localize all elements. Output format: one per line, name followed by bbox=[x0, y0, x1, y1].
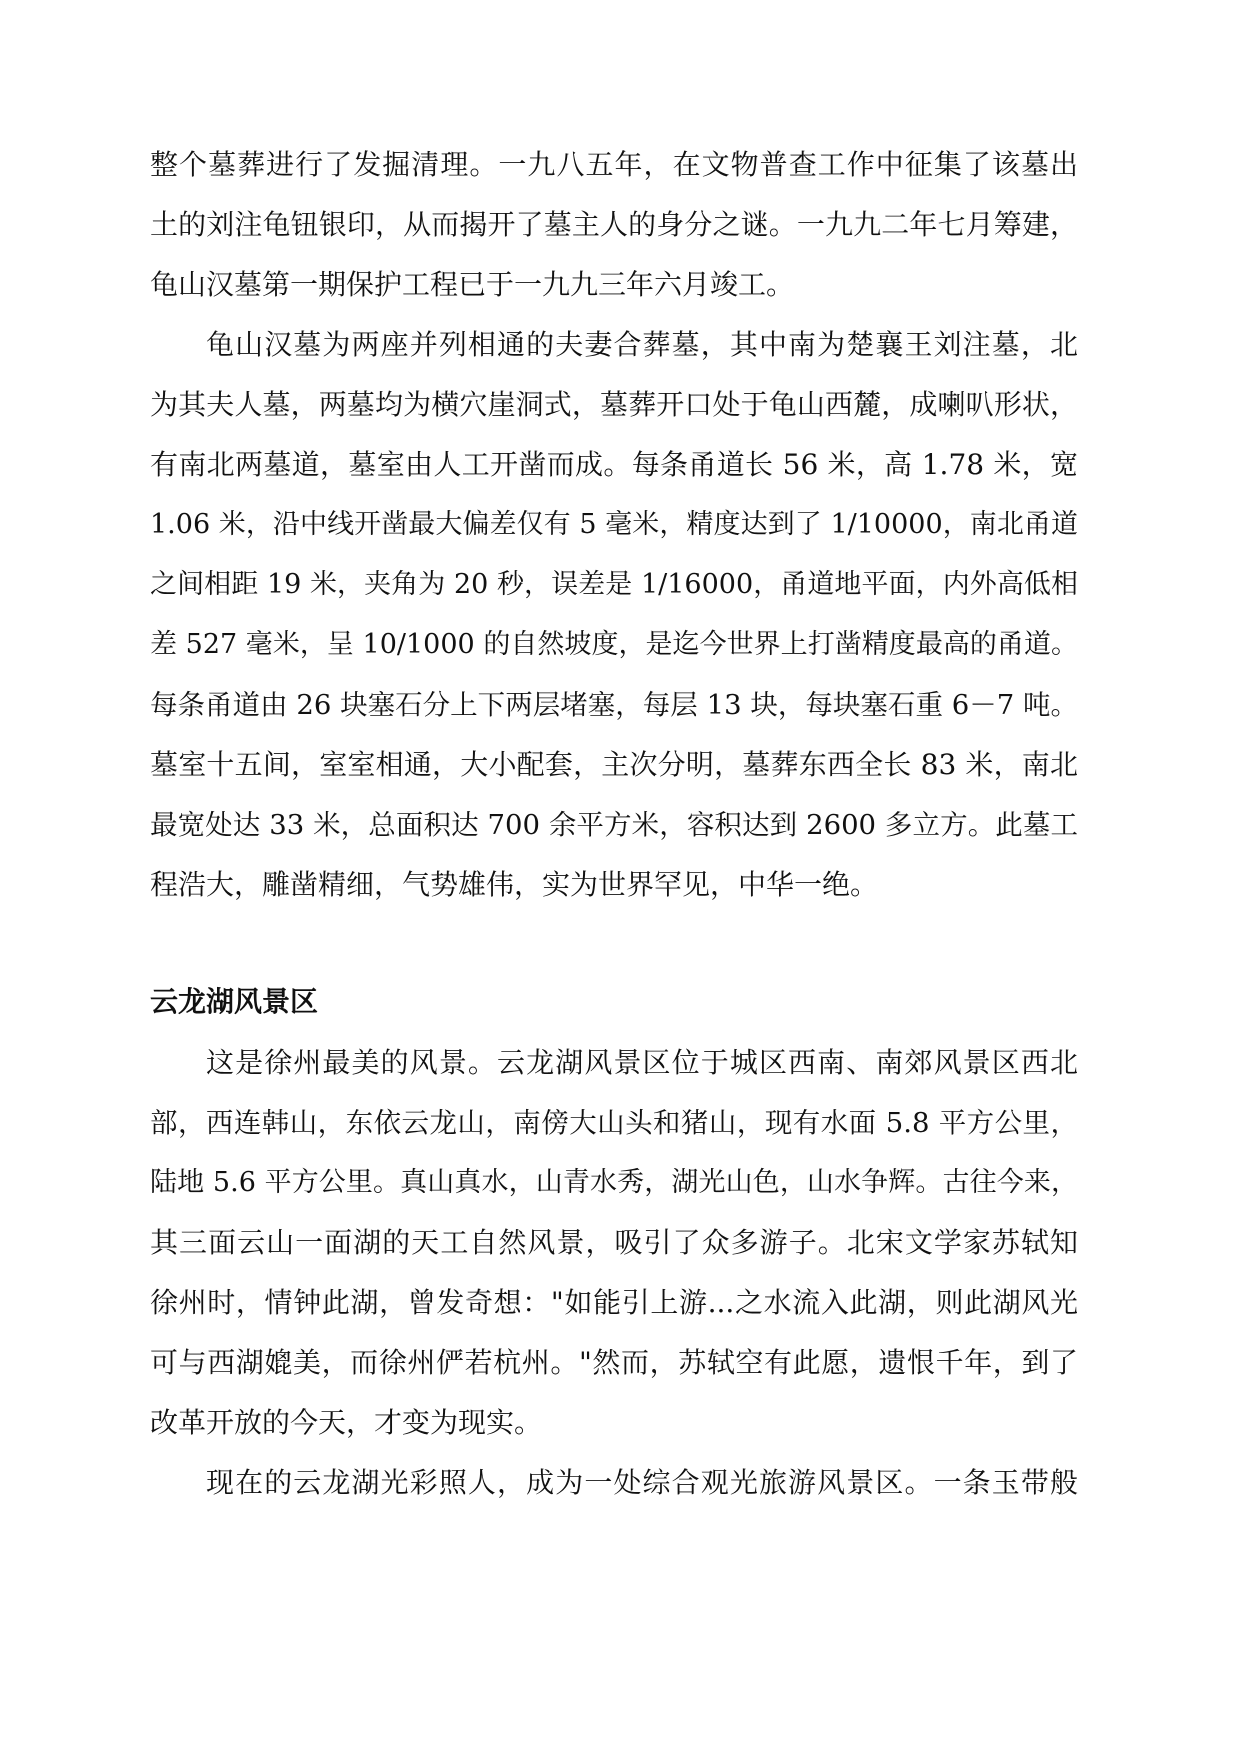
section-heading: 云龙湖风景区 bbox=[150, 985, 319, 1018]
paragraph-line: 每条甬道由 26 块塞石分上下两层堵塞，每层 13 块，每块塞石重 6－7 吨。 bbox=[150, 689, 1078, 721]
paragraph-line: 差 527 毫米，呈 10/1000 的自然坡度，是迄今世界上打凿精度最高的甬道。 bbox=[150, 629, 1078, 660]
paragraph-line: 最宽处达 33 米，总面积达 700 余平方米，容积达到 2600 多立方。此墓工 bbox=[150, 809, 1078, 841]
paragraph-line: 现在的云龙湖光彩照人，成为一处综合观光旅游风景区。一条玉带般 bbox=[206, 1466, 1078, 1499]
paragraph-line: 1.06 米，沿中线开凿最大偏差仅有 5 毫米，精度达到了 1/10000，南北甬道 bbox=[150, 509, 1078, 540]
paragraph-line: 为其夫人墓，两墓均为横穴崖洞式，墓葬开口处于龟山西麓，成喇叭形状， bbox=[150, 388, 1078, 421]
paragraph-line: 其三面云山一面湖的天工自然风景，吸引了众多游子。北宋文学家苏轼知 bbox=[150, 1226, 1078, 1259]
paragraph-line: 这是徐州最美的风景。云龙湖风景区位于城区西南、南郊风景区西北 bbox=[206, 1046, 1078, 1079]
paragraph-line: 墓室十五间，室室相通，大小配套，主次分明，墓葬东西全长 83 米，南北 bbox=[150, 748, 1078, 781]
paragraph-line: 改革开放的今天，才变为现实。 bbox=[150, 1406, 543, 1439]
paragraph-line: 龟山汉墓为两座并列相通的夫妻合葬墓，其中南为楚襄王刘注墓，北 bbox=[206, 328, 1078, 361]
paragraph-line: 部，西连韩山，东依云龙山，南傍大山头和猪山，现有水面 5.8 平方公里， bbox=[150, 1107, 1078, 1139]
paragraph-line: 之间相距 19 米，夹角为 20 秒，误差是 1/16000，甬道地平面，内外高低相 bbox=[150, 569, 1078, 600]
paragraph-line: 土的刘注龟钮银印，从而揭开了墓主人的身分之谜。一九九二年七月筹建， bbox=[150, 208, 1078, 241]
paragraph-line: 有南北两墓道，墓室由人工开凿而成。每条甬道长 56 米，高 1.78 米，宽 bbox=[150, 448, 1078, 481]
paragraph-line: 程浩大，雕凿精细，气势雄伟，实为世界罕见，中华一绝。 bbox=[150, 868, 879, 901]
paragraph-line: 陆地 5.6 平方公里。真山真水，山青水秀，湖光山色，山水争辉。古往今来， bbox=[150, 1167, 1078, 1198]
paragraph-line: 整个墓葬进行了发掘清理。一九八五年，在文物普查工作中征集了该墓出 bbox=[150, 148, 1078, 181]
paragraph-line: 龟山汉墓第一期保护工程已于一九九三年六月竣工。 bbox=[150, 268, 795, 301]
paragraph-line: 徐州时，情钟此湖，曾发奇想："如能引上游...之水流入此湖，则此湖风光 bbox=[150, 1286, 1078, 1319]
paragraph-line: 可与西湖媲美，而徐州俨若杭州。"然而，苏轼空有此愿，遗恨千年，到了 bbox=[150, 1346, 1078, 1379]
